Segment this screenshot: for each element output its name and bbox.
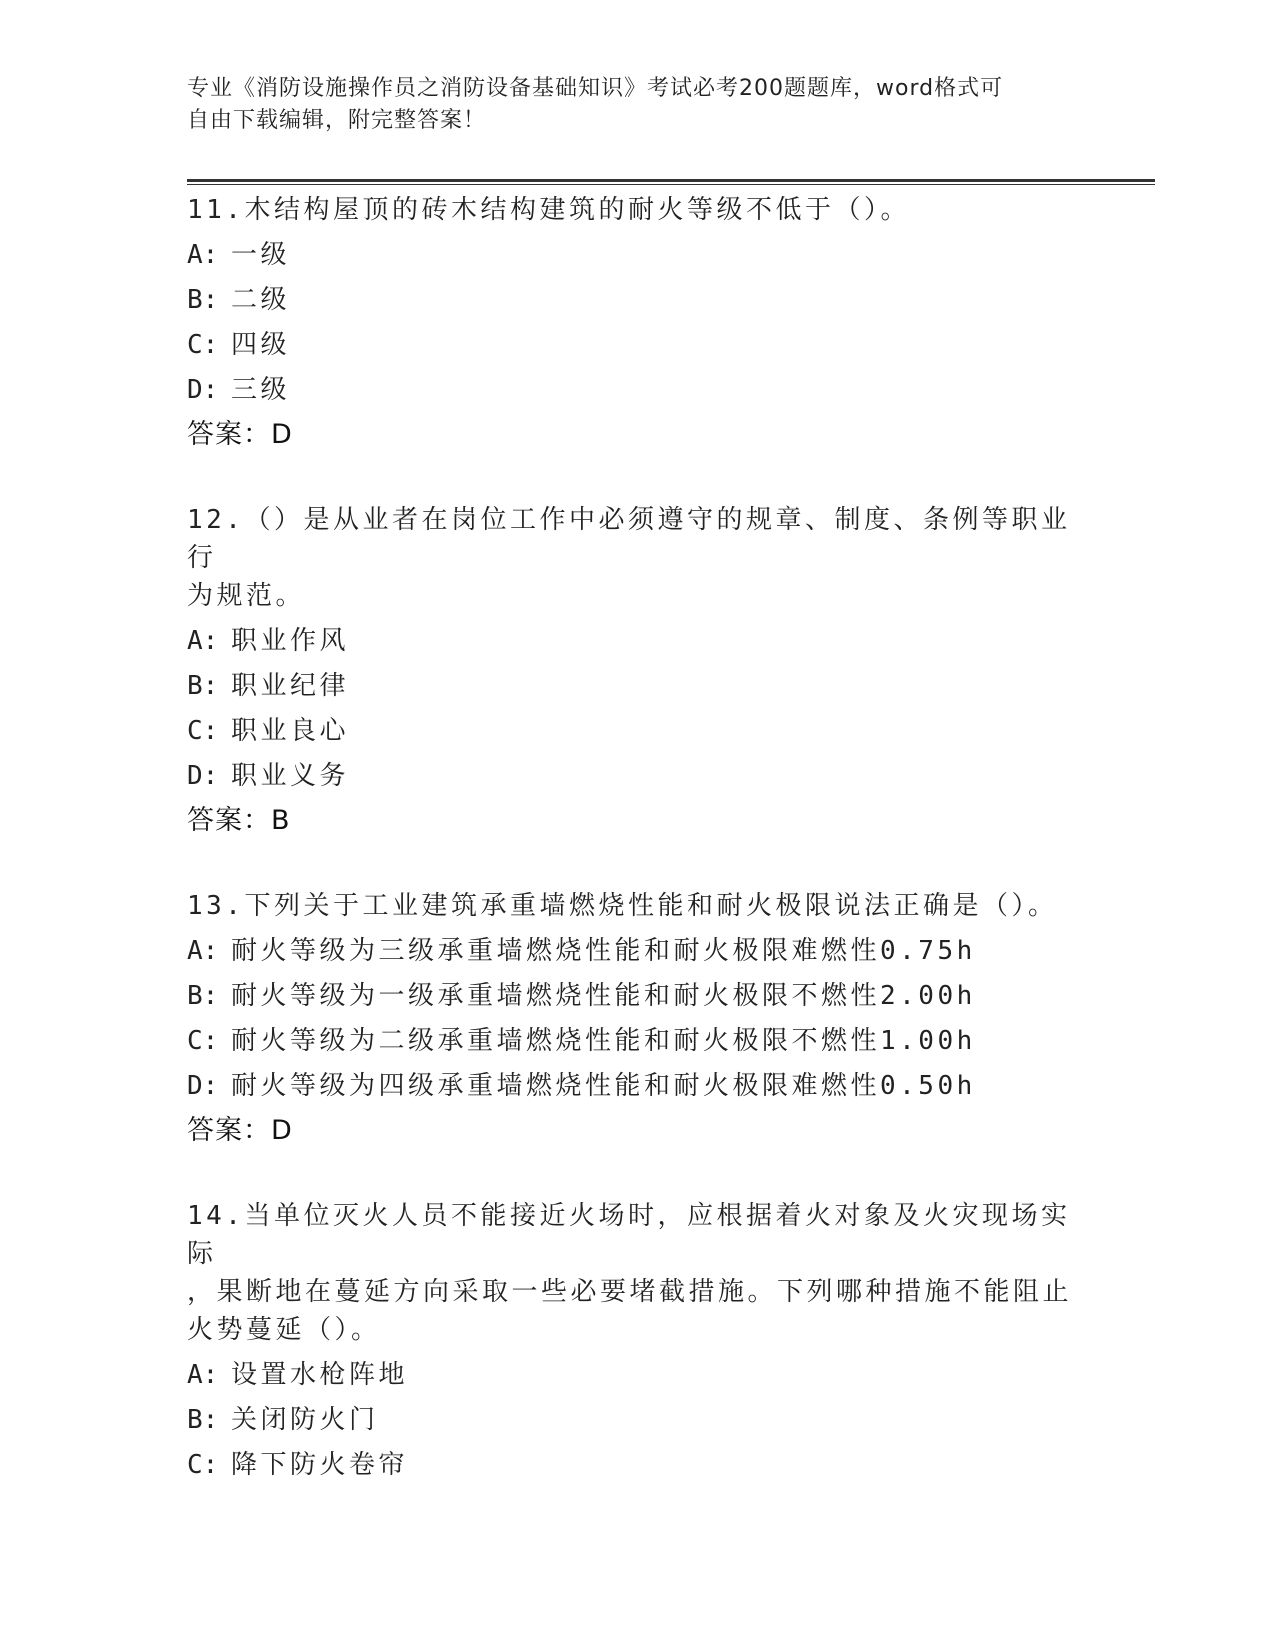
option-letter: A: <box>187 936 219 966</box>
answer-line: 答案：B <box>187 805 291 836</box>
option-text: 三级 <box>231 375 291 405</box>
option-b <box>187 281 1087 319</box>
option-letter: D: <box>187 1071 219 1101</box>
option-c <box>187 712 1087 750</box>
option-b <box>187 667 1087 705</box>
question-stem <box>187 501 1087 615</box>
option-d <box>187 1067 1087 1105</box>
option-a <box>187 932 1087 970</box>
question-stem-line: 12.（）是从业者在岗位工作中必须遵守的规章、制度、条例等职业行 <box>187 505 1071 573</box>
option-letter: C: <box>187 1450 219 1480</box>
question-stem-line: 13.下列关于工业建筑承重墙燃烧性能和耐火极限说法正确是（）。 <box>187 891 1058 921</box>
header-divider-thin <box>187 184 1155 185</box>
option-text: 二级 <box>231 285 291 315</box>
option-b <box>187 1401 1087 1439</box>
option-letter: B: <box>187 285 219 315</box>
option-text: 四级 <box>231 330 291 360</box>
option-letter: C: <box>187 330 219 360</box>
option-letter: B: <box>187 981 219 1011</box>
question-stem-line: 14.当单位灭火人员不能接近火场时，应根据着火对象及火灾现场实际 <box>187 1201 1071 1269</box>
option-letter: B: <box>187 671 219 701</box>
option-letter: A: <box>187 1360 219 1390</box>
option-letter: C: <box>187 1026 219 1056</box>
option-text: 设置水枪阵地 <box>231 1360 409 1390</box>
question-14 <box>187 1197 1087 1484</box>
option-text: 耐火等级为三级承重墙燃烧性能和耐火极限难燃性0.75h <box>231 936 976 966</box>
question-stem-line: 火势蔓延（）。 <box>187 1315 381 1345</box>
answer-line: 答案：D <box>187 1115 293 1146</box>
option-text: 耐火等级为二级承重墙燃烧性能和耐火极限不燃性1.00h <box>231 1026 976 1056</box>
question-stem <box>187 191 1087 229</box>
question-stem <box>187 1197 1087 1349</box>
option-letter: C: <box>187 716 219 746</box>
option-c <box>187 326 1087 364</box>
option-letter: A: <box>187 240 219 270</box>
question-13 <box>187 887 1087 1150</box>
question-list <box>187 191 1087 1531</box>
option-text: 降下防火卷帘 <box>231 1450 409 1480</box>
option-b <box>187 977 1087 1015</box>
option-text: 职业良心 <box>231 716 350 746</box>
option-letter: B: <box>187 1405 219 1435</box>
option-letter: A: <box>187 626 219 656</box>
option-text: 职业作风 <box>231 626 350 656</box>
question-stem-line: ，果断地在蔓延方向采取一些必要堵截措施。下列哪种措施不能阻止 <box>187 1277 1073 1307</box>
question-stem <box>187 887 1087 925</box>
header-line-2: 自由下载编辑，附完整答案！ <box>187 108 487 133</box>
question-12 <box>187 501 1087 840</box>
question-stem-line: 11.木结构屋顶的砖木结构建筑的耐火等级不低于（）。 <box>187 195 910 225</box>
option-text: 耐火等级为四级承重墙燃烧性能和耐火极限难燃性0.50h <box>231 1071 976 1101</box>
option-text: 职业义务 <box>231 761 350 791</box>
option-a <box>187 236 1087 274</box>
option-text: 关闭防火门 <box>231 1405 379 1435</box>
question-stem-line: 为规范。 <box>187 581 306 611</box>
option-a <box>187 622 1087 660</box>
option-letter: D: <box>187 761 219 791</box>
header-divider-thick <box>187 179 1155 182</box>
question-11 <box>187 191 1087 454</box>
option-d <box>187 757 1087 795</box>
answer-line: 答案：D <box>187 419 293 450</box>
option-letter: D: <box>187 375 219 405</box>
document-header <box>187 73 1067 137</box>
option-c <box>187 1446 1087 1484</box>
option-text: 职业纪律 <box>231 671 350 701</box>
option-c <box>187 1022 1087 1060</box>
header-line-1: 专业《消防设施操作员之消防设备基础知识》考试必考200题题库，word格式可 <box>187 76 1004 101</box>
option-d <box>187 371 1087 409</box>
option-a <box>187 1356 1087 1394</box>
option-text: 耐火等级为一级承重墙燃烧性能和耐火极限不燃性2.00h <box>231 981 976 1011</box>
option-text: 一级 <box>231 240 291 270</box>
